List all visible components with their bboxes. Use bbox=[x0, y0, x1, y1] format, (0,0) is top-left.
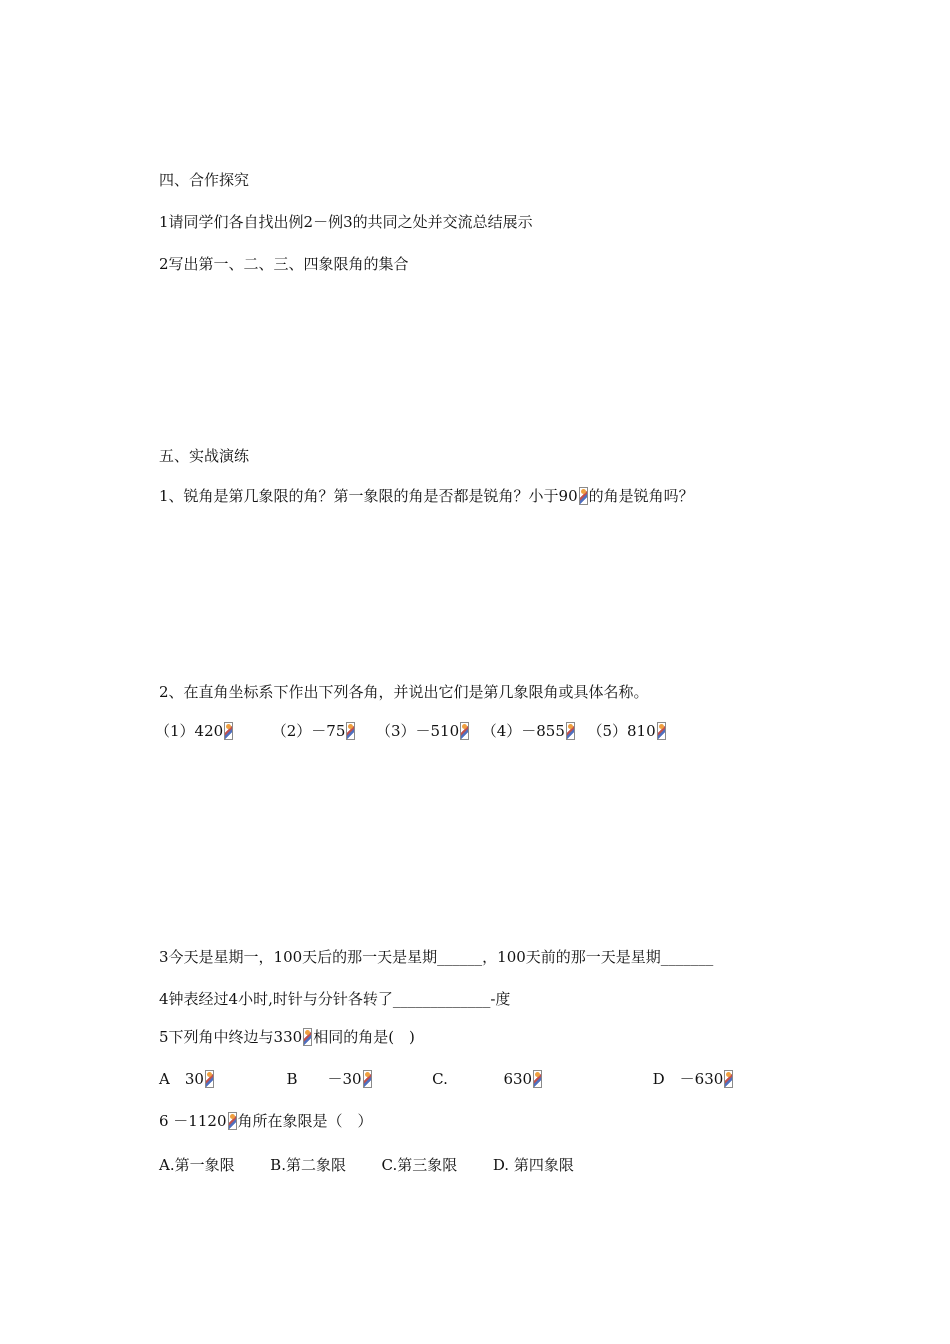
degree-image-icon bbox=[346, 722, 355, 740]
option-b: B －30 bbox=[286, 1070, 362, 1088]
q6-options bbox=[159, 1155, 574, 1175]
option-c: C. bbox=[432, 1070, 448, 1088]
question-text-tail: 角所在象限是（ ） bbox=[237, 1112, 373, 1130]
option-a: A 30 bbox=[159, 1070, 204, 1088]
degree-image-icon bbox=[363, 1070, 372, 1088]
angle-list bbox=[155, 721, 667, 741]
question-text-tail: 的角是锐角吗？ bbox=[588, 487, 694, 505]
angle-item: （4）－855 bbox=[481, 722, 565, 740]
section5-question-5 bbox=[159, 1027, 415, 1047]
question-text: 5下列角中终边与330 bbox=[159, 1028, 303, 1046]
option-d: D －630 bbox=[652, 1070, 724, 1088]
option-b: B.第二象限 bbox=[270, 1156, 346, 1174]
option-d: D. 第四象限 bbox=[492, 1156, 574, 1174]
degree-image-icon bbox=[303, 1028, 312, 1046]
degree-image-icon bbox=[566, 722, 575, 740]
section4-question-2: 2写出第一、二、三、四象限角的集合 bbox=[159, 255, 409, 273]
degree-image-icon bbox=[460, 722, 469, 740]
section5-question-4: 4钟表经过4小时,时针与分针各转了_____________-度 bbox=[159, 990, 511, 1008]
degree-image-icon bbox=[205, 1070, 214, 1088]
section5-question-3: 3今天是星期一，100天后的那一天是星期______，100天前的那一天是星期_______ bbox=[159, 948, 714, 966]
option-c: C.第三象限 bbox=[381, 1156, 458, 1174]
section5-question-2: 2、在直角坐标系下作出下列各角，并说出它们是第几象限角或具体名称。 bbox=[159, 683, 649, 701]
section5-question-1 bbox=[159, 486, 694, 506]
angle-item: （5）810 bbox=[587, 722, 656, 740]
section4-question-1: 1请同学们各自找出例2－例3的共同之处并交流总结展示 bbox=[159, 213, 533, 231]
degree-image-icon bbox=[579, 487, 588, 505]
q5-options bbox=[159, 1069, 734, 1089]
degree-image-icon bbox=[228, 1112, 237, 1130]
question-text: 1、锐角是第几象限的角？第一象限的角是否都是锐角？小于90 bbox=[159, 487, 578, 505]
angle-item: （1）420 bbox=[155, 722, 224, 740]
option-a: A.第一象限 bbox=[159, 1156, 235, 1174]
question-text: 6 －1120 bbox=[159, 1112, 227, 1130]
degree-image-icon bbox=[724, 1070, 733, 1088]
angle-item: （3）－510 bbox=[375, 722, 460, 740]
section5-question-6 bbox=[159, 1111, 373, 1131]
degree-image-icon bbox=[224, 722, 233, 740]
question-text-tail: 相同的角是( ) bbox=[313, 1028, 415, 1046]
degree-image-icon bbox=[657, 722, 666, 740]
degree-image-icon bbox=[533, 1070, 542, 1088]
section5-heading: 五、实战演练 bbox=[159, 447, 250, 465]
angle-item: （2）－75 bbox=[271, 722, 346, 740]
section4-heading: 四、合作探究 bbox=[159, 171, 250, 189]
option-c-value: 630 bbox=[503, 1070, 533, 1088]
